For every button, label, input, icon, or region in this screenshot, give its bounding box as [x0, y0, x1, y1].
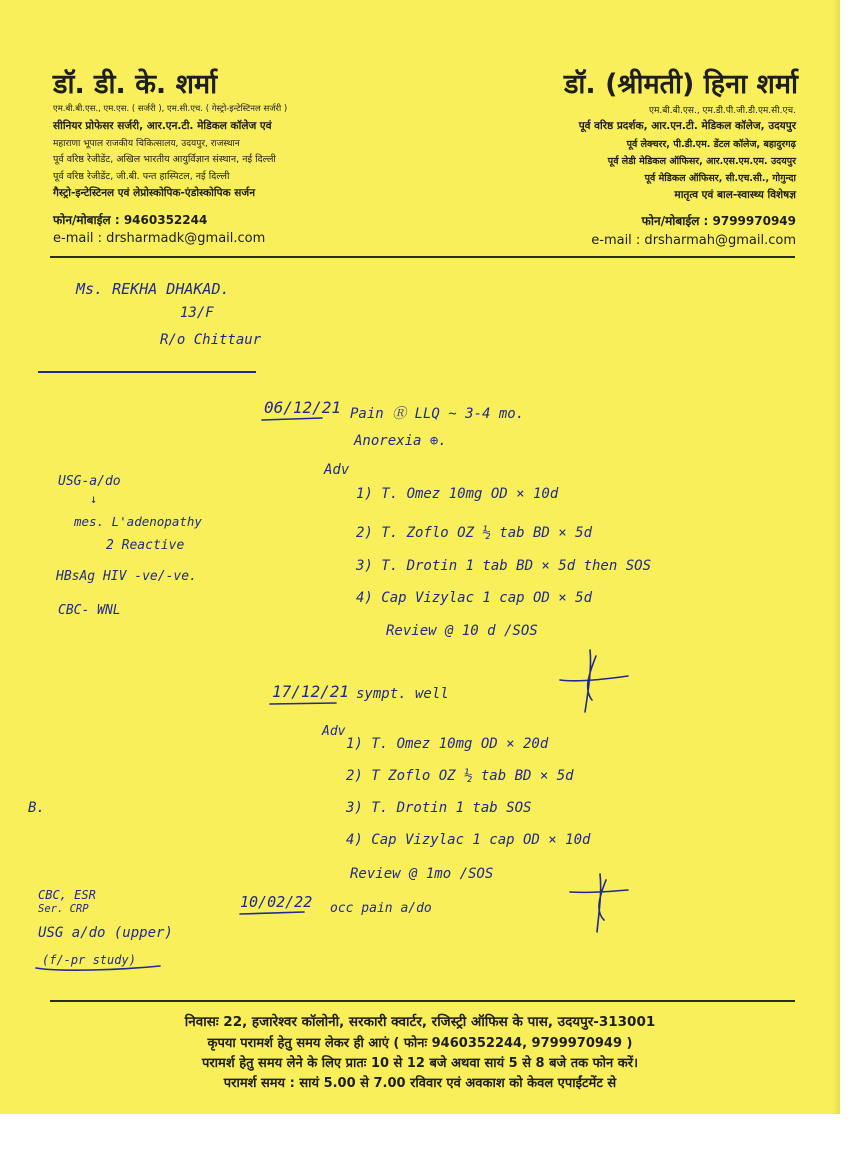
- visit-complaint: sympt. well: [356, 686, 449, 702]
- patient-name: Ms. REKHA DHAKAD.: [76, 280, 230, 298]
- review-note: Review @ 1mo /SOS: [350, 866, 494, 882]
- visit-date: 06/12/21: [264, 398, 342, 417]
- rx-symbol: Adv: [322, 724, 346, 739]
- footer-consult-timings: परामर्श समय : सायं 5.00 से 7.00 रविवार एवं अवकाश को केवल एपाईंटमेंट से: [223, 1076, 617, 1091]
- medication-line: 3) T. Drotin 1 tab SOS: [346, 800, 532, 816]
- patient-age-sex: 13/F: [180, 305, 214, 321]
- margin-bracket: [36, 966, 160, 970]
- investigation-note: CBC- WNL: [58, 603, 121, 618]
- rx-symbol: Adv: [324, 462, 350, 478]
- right-doctor-phone: फोन/मोबाईल : 9799970949: [641, 214, 796, 228]
- investigation-note: (f/-pr study): [42, 953, 136, 967]
- medication-line: 1) T. Omez 10mg OD × 20d: [346, 736, 549, 752]
- right-doctor-line2: पूर्व लेक्चरर, पी.डी.एम. डेंटल कॉलेज, बहादुरगढ़: [626, 139, 796, 150]
- left-doctor-line4: पूर्व वरिष्ठ रेजीडेंट, जी.बी. पन्त हास्पिटल, नई दिल्ली: [53, 171, 230, 182]
- signature: [570, 874, 628, 932]
- right-doctor-line3: पूर्व लेडी मेडिकल ऑफिसर, आर.एस.एम.एम. उदयपुर: [607, 156, 796, 167]
- footer-address: निवासः 22, हजारेश्वर कॉलोनी, सरकारी क्वार्टर, रजिस्ट्री ऑफिस के पास, उदयपुर-313001: [184, 1014, 656, 1030]
- left-doctor-degrees: एम.बी.बी.एस., एम.एस. ( सर्जरी ), एम.सी.एच. ( गेस्ट्रो-इन्टेस्टिनल सर्जरी ): [53, 104, 288, 114]
- right-doctor-email: e-mail : drsharmah@gmail.com: [591, 233, 796, 248]
- right-doctor-line1: पूर्व वरिष्ठ प्रदर्शक, आर.एन.टी. मेडिकल कॉलेज, उदयपुर: [578, 120, 796, 132]
- investigation-note: USG-a/do: [58, 474, 121, 489]
- visit-complaint: Pain Ⓡ LLQ ~ 3-4 mo.: [350, 406, 525, 422]
- left-doctor-phone: फोन/मोबाईल : 9460352244: [53, 213, 208, 227]
- medication-line: 2) T Zoflo OZ ½ tab BD × 5d: [346, 768, 574, 784]
- visit-date: 17/12/21: [272, 682, 350, 701]
- medication-line: 4) Cap Vizylac 1 cap OD × 5d: [356, 590, 593, 606]
- investigation-arrow: ↓: [90, 492, 98, 506]
- visit-complaint: occ pain a/do: [330, 901, 432, 916]
- investigation-note: CBC, ESR: [38, 888, 96, 902]
- right-doctor-line4: पूर्व मेडिकल ऑफिसर, सी.एच.सी., गोगुन्दा: [644, 173, 796, 184]
- left-doctor-email: e-mail : drsharmadk@gmail.com: [53, 231, 266, 246]
- footer-call-timings: परामर्श हेतु समय लेने के लिए प्रातः 10 से 12 बजे अथवा सायं 5 से 8 बजे तक फोन करें।: [201, 1056, 638, 1071]
- left-doctor-line5: गैस्ट्रो-इन्टेस्टिनल एवं लेप्रोस्कोपिक-एंडोस्कोपिक सर्जन: [53, 187, 256, 199]
- medication-line: 3) T. Drotin 1 tab BD × 5d then SOS: [356, 558, 652, 574]
- visit-anorexia: Anorexia ⊕.: [354, 433, 447, 449]
- left-doctor-line1: सीनियर प्रोफेसर सर्जरी, आर.एन.टी. मेडिकल कॉलेज एवं: [53, 120, 272, 132]
- right-doctor-degrees: एम.बी.बी.एस., एम.डी.पी.जी.डी.एम.सी.एच.: [649, 106, 796, 116]
- patient-address: R/o Chittaur: [160, 332, 262, 348]
- investigation-note: HBsAg HIV -ve/-ve.: [56, 569, 197, 584]
- visit-date: 10/02/22: [240, 893, 313, 911]
- investigation-note: USG a/do (upper): [38, 925, 173, 941]
- investigation-note: Ser. CRP: [38, 903, 89, 915]
- left-doctor-name: डॉ. डी. के. शर्मा: [53, 69, 218, 100]
- right-doctor-name: डॉ. (श्रीमती) हिना शर्मा: [563, 69, 798, 100]
- footer-appointment-note: कृपया परामर्श हेतु समय लेकर ही आएं ( फोनः 9460352244, 9799970949 ): [207, 1036, 633, 1051]
- signature: [560, 650, 628, 712]
- investigation-note: mes. L'adenopathy: [74, 514, 202, 529]
- date-underline: [240, 912, 304, 914]
- footer-divider: [50, 1000, 795, 1002]
- left-doctor-line2: महाराणा भूपाल राजकीय चिकित्सालय, उदयपुर, राजस्थान: [53, 139, 240, 149]
- medication-line: 2) T. Zoflo OZ ½ tab BD × 5d: [356, 525, 593, 541]
- investigation-note: 2 Reactive: [106, 538, 185, 553]
- medication-line: 4) Cap Vizylac 1 cap OD × 10d: [346, 832, 591, 848]
- right-doctor-line5: मातृत्व एवं बाल-स्वास्थ्य विशेषज्ञ: [674, 189, 796, 201]
- medication-line: 1) T. Omez 10mg OD × 10d: [356, 486, 559, 502]
- left-doctor-line3: पूर्व वरिष्ठ रेजीडेंट, अखिल भारतीय आयुर्विज्ञान संस्थान, नई दिल्ली: [53, 154, 276, 165]
- review-note: Review @ 10 d /SOS: [386, 623, 538, 639]
- date-underline: [270, 703, 336, 704]
- date-underline: [262, 418, 322, 420]
- margin-mark: B.: [28, 800, 45, 816]
